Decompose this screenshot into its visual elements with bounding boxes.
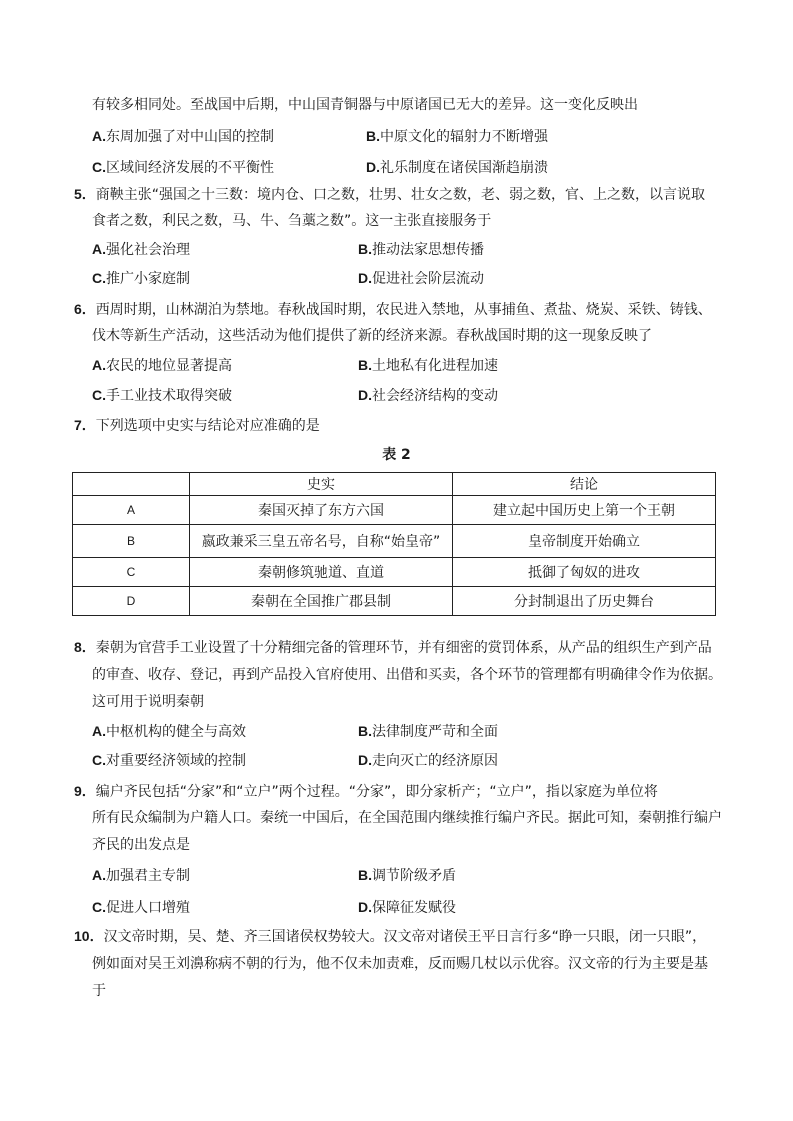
q10-stem-line2: 例如面对吴王刘濞称病不朝的行为，他不仅未加责难，反而赐几杖以示优容。汉文帝的行为主要是基 [92, 956, 708, 972]
q6-stem-line1: 6．西周时期，山林湖泊为禁地。春秋战国时期，农民进入禁地，从事捕鱼、煮盐、烧炭、采铁、铸钱、 [74, 301, 712, 318]
q10-stem-line1: 10．汉文帝时期，吴、楚、齐三国诸侯权势较大。汉文帝对诸侯王平日言行多“睁一只眼，闭一只眼”， [74, 928, 707, 945]
q7-table [72, 472, 716, 616]
table-cell: A [73, 496, 190, 525]
table-cell: 抵御了匈奴的进攻 [453, 558, 716, 587]
q4-stem-tail: 有较多相同处。至战国中后期，中山国青铜器与中原诸国已无大的差异。这一变化反映出 [92, 97, 638, 113]
q5-option-a[interactable]: A.强化社会治理 [92, 241, 190, 258]
table-row [73, 587, 716, 616]
q5-stem-line1: 5．商鞅主张“强国之十三数：境内仓、口之数，壮男、壮女之数，老、弱之数，官、上之数，以言说取 [74, 186, 706, 203]
table-cell: C [73, 558, 190, 587]
q4-option-b[interactable]: B.中原文化的辐射力不断增强 [366, 128, 548, 145]
table-cell: 分封制退出了历史舞台 [453, 587, 716, 616]
q9-option-a[interactable]: A.加强君主专制 [92, 867, 190, 884]
q5-option-c[interactable]: C.推广小家庭制 [92, 270, 190, 287]
table-header-cell: 结论 [453, 473, 716, 496]
q8-option-c[interactable]: C.对重要经济领域的控制 [92, 752, 246, 769]
table-row [73, 525, 716, 558]
q9-option-b[interactable]: B.调节阶级矛盾 [358, 867, 456, 884]
table-cell: 秦国灭掉了东方六国 [190, 496, 453, 525]
q9-option-c[interactable]: C.促进人口增殖 [92, 899, 190, 916]
q8-option-d[interactable]: D.走向灭亡的经济原因 [358, 752, 498, 769]
q9-option-d[interactable]: D.保障征发赋役 [358, 899, 456, 916]
q6-option-d[interactable]: D.社会经济结构的变动 [358, 387, 498, 404]
q9-stem-line3: 齐民的出发点是 [92, 837, 190, 853]
table-cell: B [73, 525, 190, 558]
q5-stem-line2: 食者之数，利民之数，马、牛、刍藁之数”。这一主张直接服务于 [92, 213, 492, 229]
table-header-cell: 史实 [190, 473, 453, 496]
q8-stem-line3: 这可用于说明秦朝 [92, 694, 204, 710]
table-cell: 嬴政兼采三皇五帝名号，自称“始皇帝” [190, 525, 453, 558]
q4-option-c[interactable]: C.区域间经济发展的不平衡性 [92, 159, 274, 176]
table-row [73, 496, 716, 525]
q6-stem-line2: 伐木等新生产活动，这些活动为他们提供了新的经济来源。春秋战国时期的这一现象反映了 [92, 328, 652, 344]
q7-stem: 7．下列选项中史实与结论对应准确的是 [74, 417, 320, 434]
q8-stem-line1: 8．秦朝为官营手工业设置了十分精细完备的管理环节，并有细密的赏罚体系，从产品的组织生产到产品 [74, 639, 712, 656]
q6-option-a[interactable]: A.农民的地位显著提高 [92, 357, 232, 374]
q6-option-c[interactable]: C.手工业技术取得突破 [92, 387, 232, 404]
q10-stem-line3: 于 [92, 983, 106, 999]
q5-option-d[interactable]: D.促进社会阶层流动 [358, 270, 484, 287]
q8-option-b[interactable]: B.法律制度严苛和全面 [358, 723, 498, 740]
q4-option-a[interactable]: A.东周加强了对中山国的控制 [92, 128, 274, 145]
q9-stem-line2: 所有民众编制为户籍人口。秦统一中国后，在全国范围内继续推行编户齐民。据此可知，秦朝推行编户 [92, 810, 722, 826]
q4-option-d[interactable]: D.礼乐制度在诸侯国渐趋崩溃 [366, 159, 548, 176]
q5-option-b[interactable]: B.推动法家思想传播 [358, 241, 484, 258]
q9-stem-line1: 9．编户齐民包括“分家”和“立户”两个过程。“分家”，即分家析产；“立户”，指以家庭为单位将 [74, 783, 658, 800]
table-row [73, 558, 716, 587]
table-header-cell [73, 473, 190, 496]
table-cell: 秦朝在全国推广郡县制 [190, 587, 453, 616]
table-caption: 表 2 [382, 447, 411, 463]
table-cell: D [73, 587, 190, 616]
table-cell: 秦朝修筑驰道、直道 [190, 558, 453, 587]
table-cell: 建立起中国历史上第一个王朝 [453, 496, 716, 525]
q6-option-b[interactable]: B.土地私有化进程加速 [358, 357, 498, 374]
table-header-row [73, 473, 716, 496]
q8-stem-line2: 的审查、收存、登记，再到产品投入官府使用、出借和买卖，各个环节的管理都有明确律令作为依据。 [92, 667, 722, 683]
q8-option-a[interactable]: A.中枢机构的健全与高效 [92, 723, 246, 740]
table-cell: 皇帝制度开始确立 [453, 525, 716, 558]
